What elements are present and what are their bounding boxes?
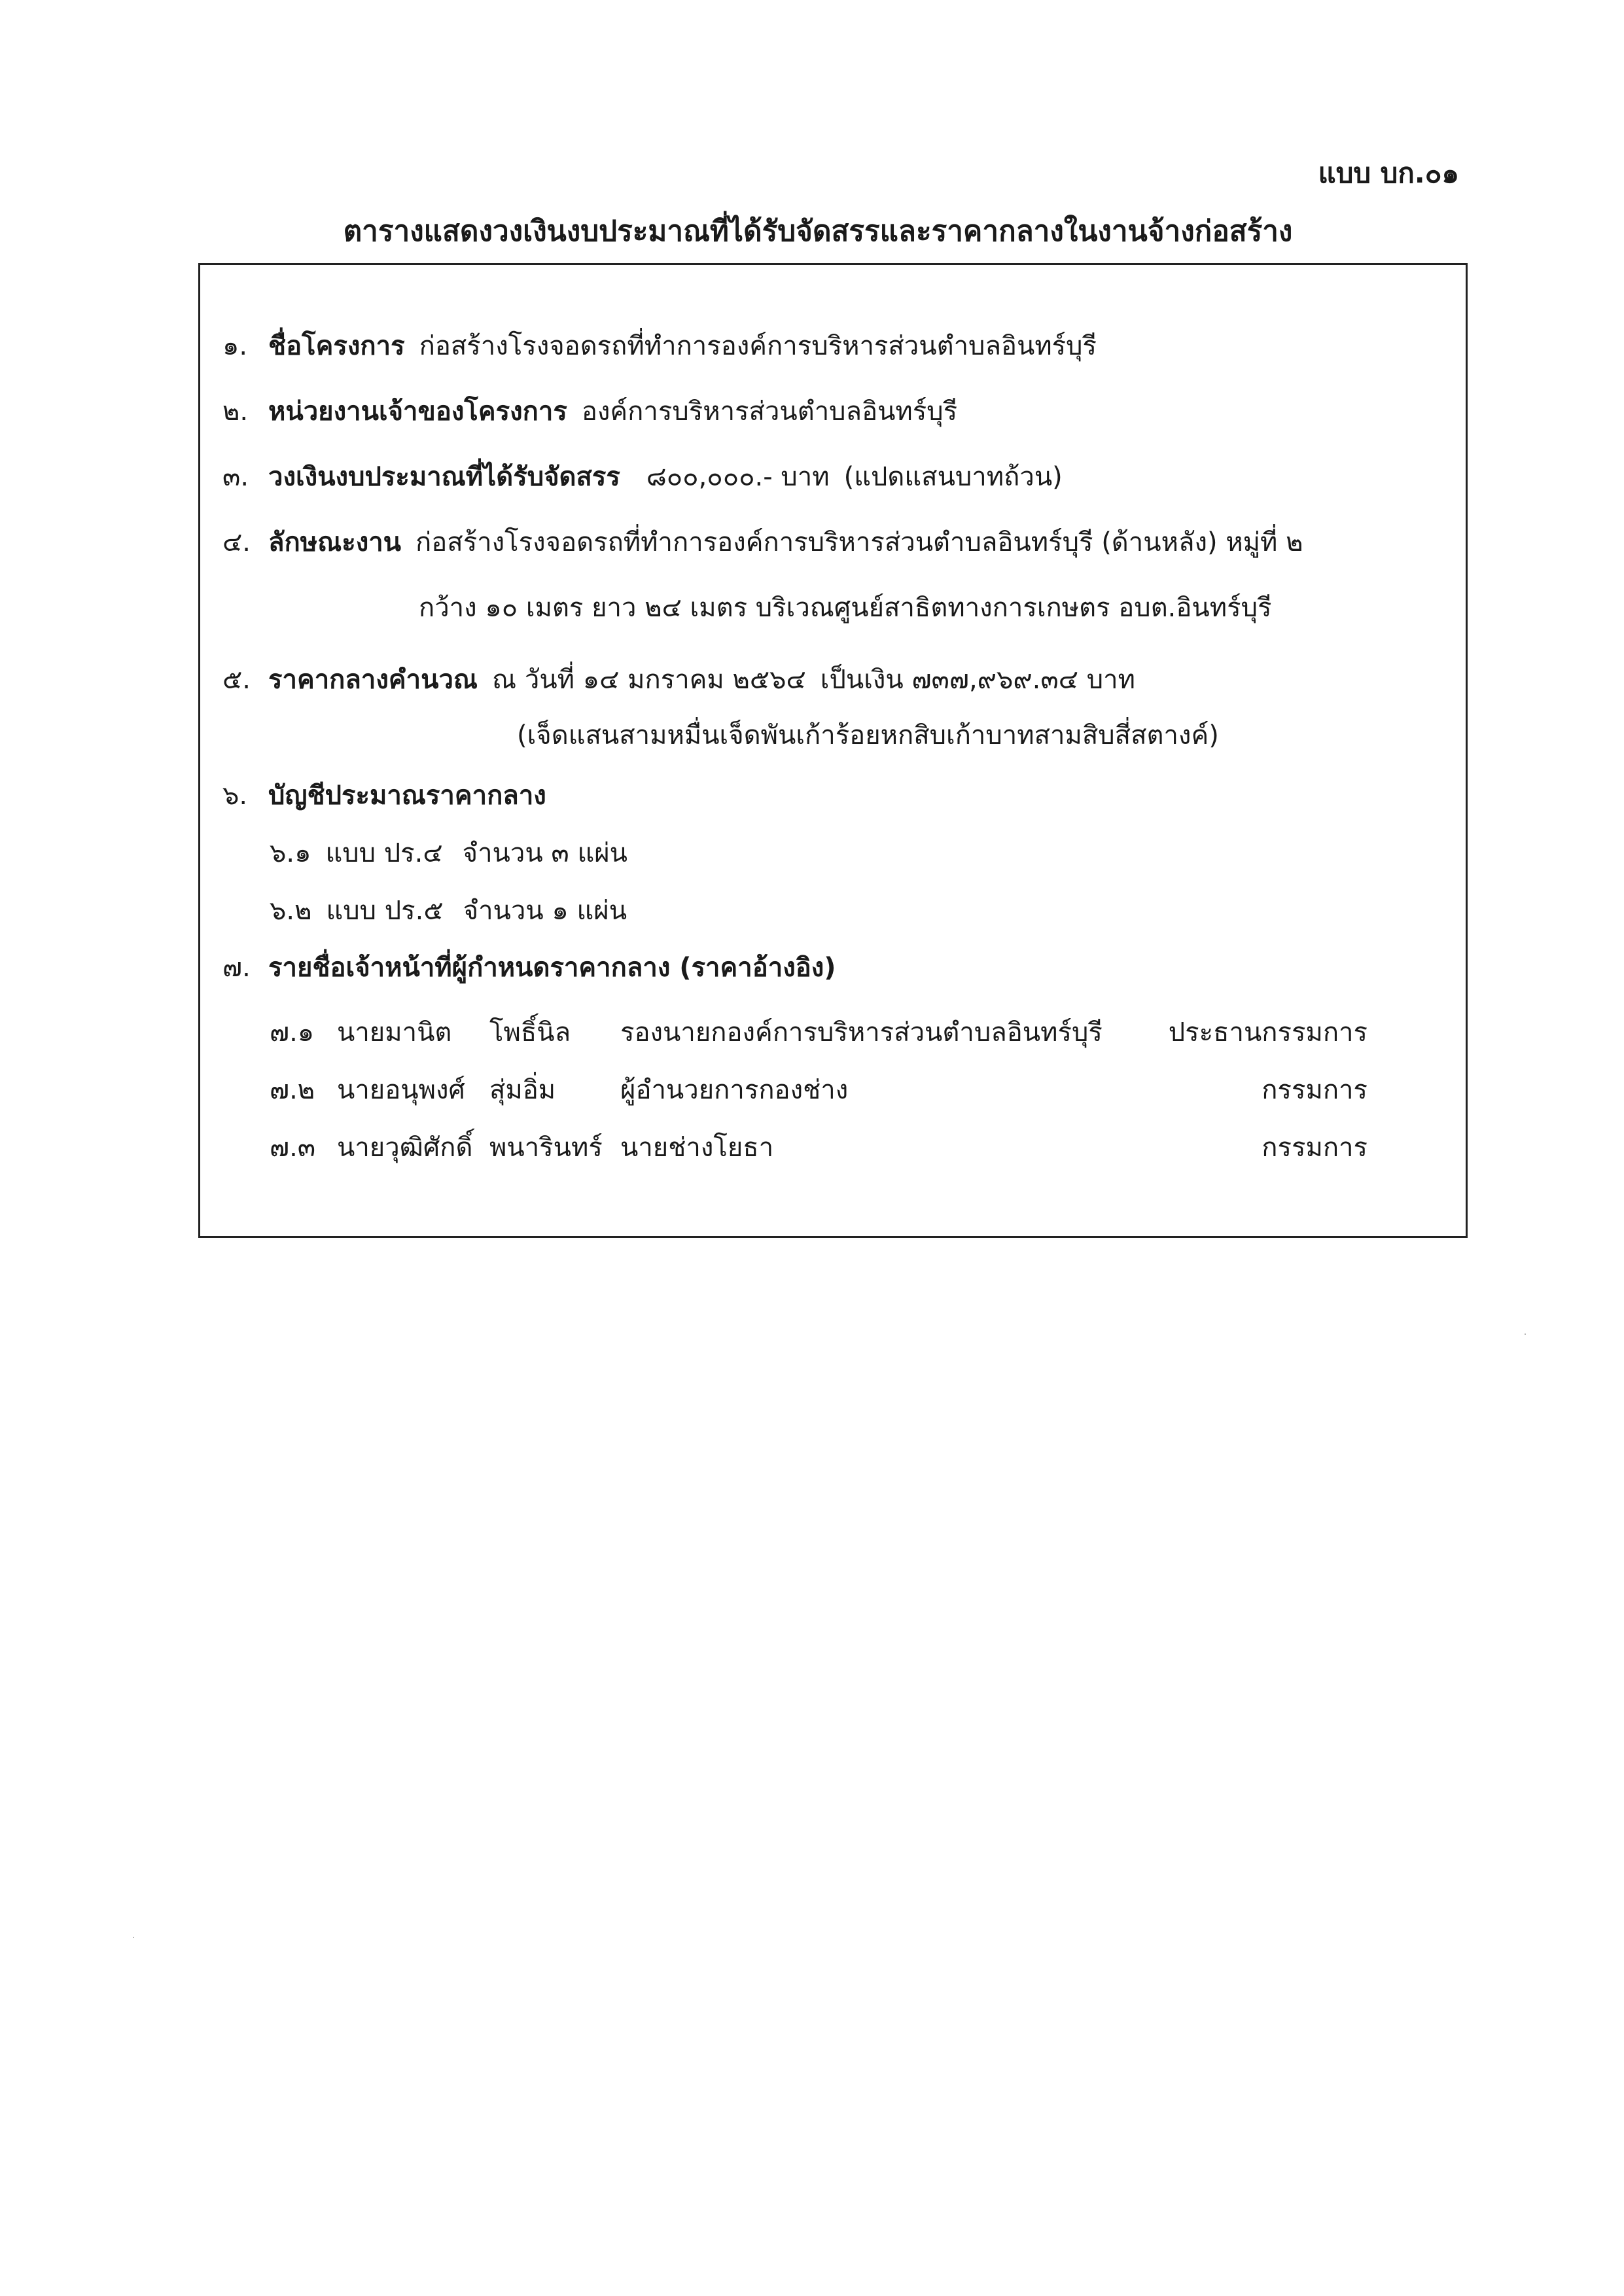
scan-speck — [1525, 1333, 1526, 1335]
committee-role: กรรมการ — [1262, 1075, 1368, 1105]
item-price-estimate-list — [222, 780, 546, 811]
committee-name: นายอนุพงศ์ — [337, 1075, 465, 1105]
committee-position: รองนายกองค์การบริหารส่วนตำบลอินทร์บุรี — [620, 1017, 1103, 1048]
item-project-name — [222, 330, 1097, 362]
item-number: ๖. — [222, 781, 248, 811]
committee-number: ๗.๒ — [270, 1075, 315, 1105]
item-label: ชื่อโครงการ — [268, 331, 405, 361]
item-label: ลักษณะงาน — [268, 527, 402, 557]
budget-amount: ๘๐๐,๐๐๐.- บาท — [646, 462, 830, 492]
item-work-description-line2: กว้าง ๑๐ เมตร ยาว ๒๔ เมตร บริเวณศูนย์สาธิตทางการเกษตร อบต.อินทร์บุรี — [419, 593, 1272, 623]
estimate-sheet-row — [270, 895, 627, 927]
item-number: ๕. — [222, 665, 251, 695]
item-project-owner — [222, 396, 957, 427]
item-label: วงเงินงบประมาณที่ได้รับจัดสรร — [268, 462, 620, 492]
item-label: ราคากลางคำนวณ — [268, 665, 478, 695]
committee-number: ๗.๑ — [270, 1017, 315, 1048]
committee-name: นายมานิต — [337, 1017, 452, 1048]
item-label: รายชื่อเจ้าหน้าที่ผู้กำหนดราคากลาง (ราคาอ้างอิง) — [268, 953, 836, 983]
item-number: ๔. — [222, 527, 251, 557]
committee-number: ๗.๓ — [270, 1133, 316, 1163]
committee-role: ประธานกรรมการ — [1168, 1017, 1368, 1048]
median-price-amount-text: (เจ็ดแสนสามหมื่นเจ็ดพันเก้าร้อยหกสิบเก้าบาทสามสิบสี่สตางค์) — [517, 720, 1219, 751]
committee-name: นายวุฒิศักดิ์ — [337, 1133, 473, 1163]
committee-position: ผู้อำนวยการกองช่าง — [620, 1075, 849, 1105]
committee-surname: สุ่มอิ่ม — [489, 1075, 556, 1105]
document-title: ตารางแสดงวงเงินงบประมาณที่ได้รับจัดสรรและราคากลางในงานจ้างก่อสร้าง — [343, 215, 1293, 248]
committee-surname: พนารินทร์ — [489, 1133, 603, 1163]
median-price-date: ณ วันที่ ๑๔ มกราคม ๒๕๖๔ — [492, 665, 806, 695]
item-number: ๓. — [222, 462, 249, 492]
estimate-sheet-form: แบบ ปร.๕ — [326, 896, 444, 926]
estimate-sheet-number: ๖.๒ — [270, 896, 312, 926]
committee-role: กรรมการ — [1262, 1133, 1368, 1163]
item-value: ก่อสร้างโรงจอดรถที่ทำการองค์การบริหารส่วนตำบลอินทร์บุรี (ด้านหลัง) หมู่ที่ ๒ — [415, 527, 1303, 557]
item-label: บัญชีประมาณราคากลาง — [268, 781, 546, 811]
estimate-sheet-row — [270, 838, 627, 869]
committee-position: นายช่างโยธา — [620, 1133, 774, 1163]
item-median-price — [222, 664, 1135, 696]
item-budget — [222, 461, 1063, 493]
item-value: ก่อสร้างโรงจอดรถที่ทำการองค์การบริหารส่วนตำบลอินทร์บุรี — [419, 331, 1097, 361]
estimate-sheet-form: แบบ ปร.๔ — [325, 838, 443, 868]
item-number: ๑. — [222, 331, 248, 361]
item-committee — [222, 952, 836, 983]
scan-speck — [133, 1937, 134, 1938]
item-value: องค์การบริหารส่วนตำบลอินทร์บุรี — [581, 397, 958, 427]
median-price-amount: เป็นเงิน ๗๓๗,๙๖๙.๓๔ บาท — [820, 665, 1135, 695]
committee-surname: โพธิ์นิล — [489, 1017, 571, 1048]
item-number: ๒. — [222, 397, 249, 427]
budget-amount-text: (แปดแสนบาทถ้วน) — [843, 462, 1063, 492]
item-label: หน่วยงานเจ้าของโครงการ — [268, 397, 567, 427]
item-number: ๗. — [222, 953, 251, 983]
estimate-sheet-qty: จำนวน ๑ แผ่น — [463, 896, 627, 926]
item-work-description — [222, 527, 1303, 558]
form-code: แบบ บก.๐๑ — [1318, 157, 1459, 189]
estimate-sheet-qty: จำนวน ๓ แผ่น — [462, 838, 628, 868]
estimate-sheet-number: ๖.๑ — [270, 838, 311, 868]
